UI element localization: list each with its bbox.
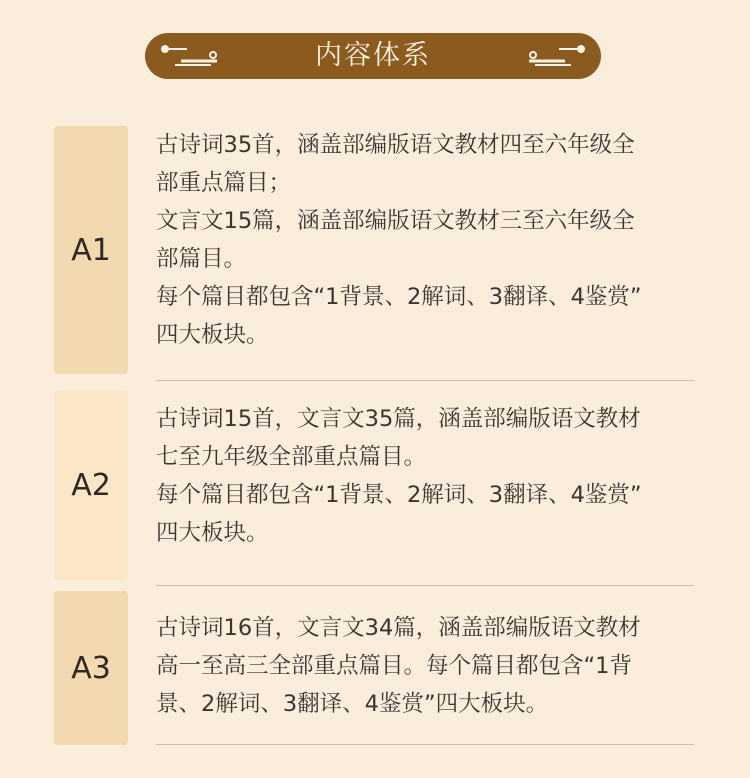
- page-title: 内容体系: [315, 40, 431, 71]
- cloud-ornament-right-icon: [521, 41, 591, 71]
- divider: [156, 744, 694, 745]
- section-description: [156, 400, 701, 552]
- level-tag: A1: [54, 126, 128, 374]
- text-line: 景、2解词、3翻译、4鉴赏”四大板块。: [156, 691, 549, 717]
- content-section-a2: [54, 390, 694, 588]
- text-line: 高一至高三全部重点篇目。每个篇目都包含“1背: [156, 653, 632, 679]
- text-line: 部重点篇目；: [156, 170, 292, 196]
- text-line: 部篇目。: [156, 246, 247, 272]
- text-line: 七至九年级全部重点篇目。: [156, 444, 427, 470]
- section-description: [156, 126, 701, 354]
- text-line: 古诗词15首，文言文35篇，涵盖部编版语文教材: [156, 406, 641, 432]
- text-line: 四大板块。: [156, 322, 269, 348]
- section-description: [156, 609, 701, 723]
- text-line: 每个篇目都包含“1背景、2解词、3翻译、4鉴赏”: [156, 284, 642, 310]
- content-section-a1: [54, 126, 694, 382]
- text-line: 古诗词35首，涵盖部编版语文教材四至六年级全: [156, 132, 635, 158]
- text-line: 古诗词16首，文言文34篇，涵盖部编版语文教材: [156, 615, 641, 641]
- content-section-a3: [54, 591, 694, 751]
- level-tag: A3: [54, 591, 128, 745]
- level-tag: A2: [54, 390, 128, 580]
- divider: [156, 380, 694, 381]
- text-line: 文言文15篇，涵盖部编版语文教材三至六年级全: [156, 208, 635, 234]
- text-line: 每个篇目都包含“1背景、2解词、3翻译、4鉴赏”: [156, 482, 642, 508]
- divider: [156, 585, 694, 586]
- text-line: 四大板块。: [156, 520, 269, 546]
- section-header-banner: [145, 33, 601, 79]
